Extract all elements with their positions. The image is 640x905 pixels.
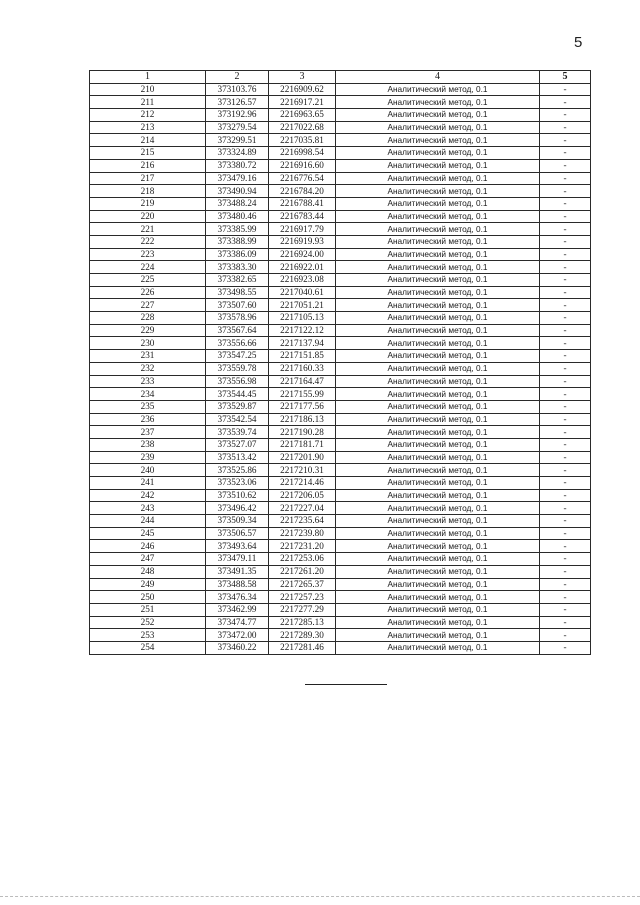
method-cell: Аналитический метод, 0.1 — [336, 248, 540, 261]
note-cell: - — [540, 134, 591, 147]
point-number-cell: 241 — [90, 477, 206, 490]
table-row — [90, 223, 591, 236]
x-coordinate-cell: 373279.54 — [206, 121, 269, 134]
y-coordinate-cell: 2216963.65 — [269, 109, 336, 122]
note-cell: - — [540, 578, 591, 591]
x-coordinate-cell: 373126.57 — [206, 96, 269, 109]
y-coordinate-cell: 2217137.94 — [269, 337, 336, 350]
point-number-cell: 232 — [90, 362, 206, 375]
point-number-cell: 244 — [90, 515, 206, 528]
table-header-row — [90, 71, 591, 84]
note-cell: - — [540, 565, 591, 578]
method-cell: Аналитический метод, 0.1 — [336, 578, 540, 591]
point-number-cell: 215 — [90, 147, 206, 160]
x-coordinate-cell: 373539.74 — [206, 426, 269, 439]
x-coordinate-cell: 373523.06 — [206, 477, 269, 490]
x-coordinate-cell: 373542.54 — [206, 413, 269, 426]
x-coordinate-cell: 373490.94 — [206, 185, 269, 198]
x-coordinate-cell: 373513.42 — [206, 451, 269, 464]
point-number-cell: 218 — [90, 185, 206, 198]
y-coordinate-cell: 2217186.13 — [269, 413, 336, 426]
table-row — [90, 464, 591, 477]
method-cell: Аналитический метод, 0.1 — [336, 591, 540, 604]
table-row — [90, 375, 591, 388]
table-row — [90, 641, 591, 654]
method-cell: Аналитический метод, 0.1 — [336, 477, 540, 490]
y-coordinate-cell: 2216924.00 — [269, 248, 336, 261]
point-number-cell: 221 — [90, 223, 206, 236]
table-row — [90, 540, 591, 553]
y-coordinate-cell: 2216788.41 — [269, 197, 336, 210]
x-coordinate-cell: 373192.96 — [206, 109, 269, 122]
x-coordinate-cell: 373556.66 — [206, 337, 269, 350]
note-cell: - — [540, 172, 591, 185]
table-row — [90, 185, 591, 198]
page-number: 5 — [574, 34, 583, 51]
table-row — [90, 274, 591, 287]
x-coordinate-cell: 373388.99 — [206, 235, 269, 248]
method-cell: Аналитический метод, 0.1 — [336, 641, 540, 654]
method-cell: Аналитический метод, 0.1 — [336, 159, 540, 172]
method-cell: Аналитический метод, 0.1 — [336, 540, 540, 553]
method-cell: Аналитический метод, 0.1 — [336, 324, 540, 337]
point-number-cell: 210 — [90, 83, 206, 96]
table-row — [90, 261, 591, 274]
y-coordinate-cell: 2216783.44 — [269, 210, 336, 223]
y-coordinate-cell: 2217277.29 — [269, 603, 336, 616]
point-number-cell: 223 — [90, 248, 206, 261]
x-coordinate-cell: 373474.77 — [206, 616, 269, 629]
point-number-cell: 234 — [90, 388, 206, 401]
method-cell: Аналитический метод, 0.1 — [336, 603, 540, 616]
y-coordinate-cell: 2217035.81 — [269, 134, 336, 147]
method-cell: Аналитический метод, 0.1 — [336, 235, 540, 248]
x-coordinate-cell: 373491.35 — [206, 565, 269, 578]
note-cell: - — [540, 477, 591, 490]
y-coordinate-cell: 2217261.20 — [269, 565, 336, 578]
point-number-cell: 253 — [90, 629, 206, 642]
table-row — [90, 426, 591, 439]
note-cell: - — [540, 540, 591, 553]
method-cell: Аналитический метод, 0.1 — [336, 350, 540, 363]
note-cell: - — [540, 350, 591, 363]
x-coordinate-cell: 373578.96 — [206, 312, 269, 325]
method-cell: Аналитический метод, 0.1 — [336, 413, 540, 426]
y-coordinate-cell: 2216923.08 — [269, 274, 336, 287]
y-coordinate-cell: 2217227.04 — [269, 502, 336, 515]
y-coordinate-cell: 2216909.62 — [269, 83, 336, 96]
point-number-cell: 254 — [90, 641, 206, 654]
note-cell: - — [540, 400, 591, 413]
table-row — [90, 362, 591, 375]
note-cell: - — [540, 210, 591, 223]
note-cell: - — [540, 261, 591, 274]
method-cell: Аналитический метод, 0.1 — [336, 109, 540, 122]
y-coordinate-cell: 2216784.20 — [269, 185, 336, 198]
note-cell: - — [540, 502, 591, 515]
header-col-2: 2 — [206, 71, 269, 84]
header-col-4: 4 — [336, 71, 540, 84]
method-cell: Аналитический метод, 0.1 — [336, 210, 540, 223]
note-cell: - — [540, 616, 591, 629]
point-number-cell: 225 — [90, 274, 206, 287]
y-coordinate-cell: 2217285.13 — [269, 616, 336, 629]
point-number-cell: 213 — [90, 121, 206, 134]
point-number-cell: 212 — [90, 109, 206, 122]
method-cell: Аналитический метод, 0.1 — [336, 223, 540, 236]
x-coordinate-cell: 373488.58 — [206, 578, 269, 591]
x-coordinate-cell: 373476.34 — [206, 591, 269, 604]
x-coordinate-cell: 373472.00 — [206, 629, 269, 642]
method-cell: Аналитический метод, 0.1 — [336, 565, 540, 578]
y-coordinate-cell: 2217214.46 — [269, 477, 336, 490]
table-row — [90, 248, 591, 261]
scan-artifact-line — [0, 896, 640, 899]
table-row — [90, 451, 591, 464]
point-number-cell: 227 — [90, 299, 206, 312]
method-cell: Аналитический метод, 0.1 — [336, 147, 540, 160]
y-coordinate-cell: 2217210.31 — [269, 464, 336, 477]
method-cell: Аналитический метод, 0.1 — [336, 464, 540, 477]
y-coordinate-cell: 2217164.47 — [269, 375, 336, 388]
y-coordinate-cell: 2217122.12 — [269, 324, 336, 337]
table-row — [90, 350, 591, 363]
y-coordinate-cell: 2217105.13 — [269, 312, 336, 325]
method-cell: Аналитический метод, 0.1 — [336, 134, 540, 147]
table-row — [90, 400, 591, 413]
method-cell: Аналитический метод, 0.1 — [336, 388, 540, 401]
method-cell: Аналитический метод, 0.1 — [336, 489, 540, 502]
table-row — [90, 109, 591, 122]
table-row — [90, 629, 591, 642]
point-number-cell: 248 — [90, 565, 206, 578]
y-coordinate-cell: 2216919.93 — [269, 235, 336, 248]
table-row — [90, 134, 591, 147]
note-cell: - — [540, 235, 591, 248]
x-coordinate-cell: 373529.87 — [206, 400, 269, 413]
note-cell: - — [540, 147, 591, 160]
method-cell: Аналитический метод, 0.1 — [336, 197, 540, 210]
point-number-cell: 216 — [90, 159, 206, 172]
table-row — [90, 324, 591, 337]
x-coordinate-cell: 373507.60 — [206, 299, 269, 312]
point-number-cell: 217 — [90, 172, 206, 185]
table-row — [90, 388, 591, 401]
table-row — [90, 312, 591, 325]
note-cell: - — [540, 375, 591, 388]
method-cell: Аналитический метод, 0.1 — [336, 121, 540, 134]
y-coordinate-cell: 2217051.21 — [269, 299, 336, 312]
point-number-cell: 233 — [90, 375, 206, 388]
x-coordinate-cell: 373506.57 — [206, 527, 269, 540]
point-number-cell: 229 — [90, 324, 206, 337]
point-number-cell: 219 — [90, 197, 206, 210]
method-cell: Аналитический метод, 0.1 — [336, 337, 540, 350]
note-cell: - — [540, 299, 591, 312]
y-coordinate-cell: 2217177.56 — [269, 400, 336, 413]
method-cell: Аналитический метод, 0.1 — [336, 527, 540, 540]
table-row — [90, 553, 591, 566]
x-coordinate-cell: 373462.99 — [206, 603, 269, 616]
point-number-cell: 242 — [90, 489, 206, 502]
table-row — [90, 197, 591, 210]
note-cell: - — [540, 274, 591, 287]
point-number-cell: 251 — [90, 603, 206, 616]
table-row — [90, 96, 591, 109]
y-coordinate-cell: 2216916.60 — [269, 159, 336, 172]
y-coordinate-cell: 2217040.61 — [269, 286, 336, 299]
note-cell: - — [540, 413, 591, 426]
method-cell: Аналитический метод, 0.1 — [336, 629, 540, 642]
y-coordinate-cell: 2217257.23 — [269, 591, 336, 604]
y-coordinate-cell: 2216917.21 — [269, 96, 336, 109]
x-coordinate-cell: 373544.45 — [206, 388, 269, 401]
note-cell: - — [540, 438, 591, 451]
x-coordinate-cell: 373496.42 — [206, 502, 269, 515]
x-coordinate-cell: 373386.09 — [206, 248, 269, 261]
table-row — [90, 413, 591, 426]
note-cell: - — [540, 337, 591, 350]
y-coordinate-cell: 2217235.64 — [269, 515, 336, 528]
table-row — [90, 527, 591, 540]
header-col-3: 3 — [269, 71, 336, 84]
method-cell: Аналитический метод, 0.1 — [336, 286, 540, 299]
point-number-cell: 224 — [90, 261, 206, 274]
note-cell: - — [540, 96, 591, 109]
y-coordinate-cell: 2216776.54 — [269, 172, 336, 185]
table-row — [90, 502, 591, 515]
end-divider-line — [305, 684, 387, 685]
point-number-cell: 220 — [90, 210, 206, 223]
x-coordinate-cell: 373383.30 — [206, 261, 269, 274]
method-cell: Аналитический метод, 0.1 — [336, 400, 540, 413]
note-cell: - — [540, 464, 591, 477]
x-coordinate-cell: 373385.99 — [206, 223, 269, 236]
coordinates-table-container — [89, 70, 590, 655]
y-coordinate-cell: 2216998.54 — [269, 147, 336, 160]
x-coordinate-cell: 373525.86 — [206, 464, 269, 477]
method-cell: Аналитический метод, 0.1 — [336, 83, 540, 96]
table-row — [90, 616, 591, 629]
x-coordinate-cell: 373509.34 — [206, 515, 269, 528]
note-cell: - — [540, 515, 591, 528]
point-number-cell: 231 — [90, 350, 206, 363]
point-number-cell: 236 — [90, 413, 206, 426]
note-cell: - — [540, 629, 591, 642]
y-coordinate-cell: 2217239.80 — [269, 527, 336, 540]
y-coordinate-cell: 2217151.85 — [269, 350, 336, 363]
x-coordinate-cell: 373493.64 — [206, 540, 269, 553]
table-row — [90, 477, 591, 490]
table-row — [90, 299, 591, 312]
table-row — [90, 578, 591, 591]
y-coordinate-cell: 2217289.30 — [269, 629, 336, 642]
table-row — [90, 172, 591, 185]
table-row — [90, 565, 591, 578]
point-number-cell: 245 — [90, 527, 206, 540]
table-row — [90, 83, 591, 96]
point-number-cell: 240 — [90, 464, 206, 477]
point-number-cell: 247 — [90, 553, 206, 566]
method-cell: Аналитический метод, 0.1 — [336, 438, 540, 451]
note-cell: - — [540, 185, 591, 198]
header-col-5: 5 — [540, 71, 591, 84]
method-cell: Аналитический метод, 0.1 — [336, 96, 540, 109]
note-cell: - — [540, 324, 591, 337]
table-row — [90, 515, 591, 528]
note-cell: - — [540, 591, 591, 604]
note-cell: - — [540, 603, 591, 616]
point-number-cell: 222 — [90, 235, 206, 248]
point-number-cell: 228 — [90, 312, 206, 325]
table-row — [90, 286, 591, 299]
x-coordinate-cell: 373380.72 — [206, 159, 269, 172]
table-row — [90, 438, 591, 451]
y-coordinate-cell: 2217155.99 — [269, 388, 336, 401]
note-cell: - — [540, 312, 591, 325]
table-row — [90, 337, 591, 350]
x-coordinate-cell: 373488.24 — [206, 197, 269, 210]
x-coordinate-cell: 373567.64 — [206, 324, 269, 337]
note-cell: - — [540, 248, 591, 261]
x-coordinate-cell: 373527.07 — [206, 438, 269, 451]
table-row — [90, 235, 591, 248]
point-number-cell: 226 — [90, 286, 206, 299]
y-coordinate-cell: 2217231.20 — [269, 540, 336, 553]
note-cell: - — [540, 121, 591, 134]
y-coordinate-cell: 2217190.28 — [269, 426, 336, 439]
note-cell: - — [540, 362, 591, 375]
method-cell: Аналитический метод, 0.1 — [336, 362, 540, 375]
method-cell: Аналитический метод, 0.1 — [336, 515, 540, 528]
y-coordinate-cell: 2217206.05 — [269, 489, 336, 502]
method-cell: Аналитический метод, 0.1 — [336, 375, 540, 388]
method-cell: Аналитический метод, 0.1 — [336, 274, 540, 287]
y-coordinate-cell: 2216917.79 — [269, 223, 336, 236]
table-row — [90, 489, 591, 502]
y-coordinate-cell: 2217253.06 — [269, 553, 336, 566]
y-coordinate-cell: 2217281.46 — [269, 641, 336, 654]
note-cell: - — [540, 197, 591, 210]
note-cell: - — [540, 286, 591, 299]
method-cell: Аналитический метод, 0.1 — [336, 451, 540, 464]
method-cell: Аналитический метод, 0.1 — [336, 553, 540, 566]
note-cell: - — [540, 109, 591, 122]
x-coordinate-cell: 373382.65 — [206, 274, 269, 287]
point-number-cell: 230 — [90, 337, 206, 350]
point-number-cell: 239 — [90, 451, 206, 464]
x-coordinate-cell: 373480.46 — [206, 210, 269, 223]
x-coordinate-cell: 373510.62 — [206, 489, 269, 502]
method-cell: Аналитический метод, 0.1 — [336, 312, 540, 325]
x-coordinate-cell: 373103.76 — [206, 83, 269, 96]
point-number-cell: 211 — [90, 96, 206, 109]
y-coordinate-cell: 2217181.71 — [269, 438, 336, 451]
x-coordinate-cell: 373479.16 — [206, 172, 269, 185]
point-number-cell: 237 — [90, 426, 206, 439]
note-cell: - — [540, 451, 591, 464]
table-row — [90, 591, 591, 604]
header-col-1: 1 — [90, 71, 206, 84]
method-cell: Аналитический метод, 0.1 — [336, 502, 540, 515]
point-number-cell: 252 — [90, 616, 206, 629]
point-number-cell: 214 — [90, 134, 206, 147]
point-number-cell: 249 — [90, 578, 206, 591]
x-coordinate-cell: 373299.51 — [206, 134, 269, 147]
method-cell: Аналитический метод, 0.1 — [336, 261, 540, 274]
table-row — [90, 147, 591, 160]
point-number-cell: 243 — [90, 502, 206, 515]
y-coordinate-cell: 2217022.68 — [269, 121, 336, 134]
table-row — [90, 121, 591, 134]
x-coordinate-cell: 373498.55 — [206, 286, 269, 299]
point-number-cell: 246 — [90, 540, 206, 553]
note-cell: - — [540, 83, 591, 96]
table-body — [90, 83, 591, 654]
note-cell: - — [540, 426, 591, 439]
point-number-cell: 250 — [90, 591, 206, 604]
y-coordinate-cell: 2216922.01 — [269, 261, 336, 274]
note-cell: - — [540, 388, 591, 401]
y-coordinate-cell: 2217201.90 — [269, 451, 336, 464]
x-coordinate-cell: 373460.22 — [206, 641, 269, 654]
x-coordinate-cell: 373547.25 — [206, 350, 269, 363]
method-cell: Аналитический метод, 0.1 — [336, 172, 540, 185]
point-number-cell: 238 — [90, 438, 206, 451]
method-cell: Аналитический метод, 0.1 — [336, 616, 540, 629]
x-coordinate-cell: 373324.89 — [206, 147, 269, 160]
note-cell: - — [540, 223, 591, 236]
table-row — [90, 210, 591, 223]
y-coordinate-cell: 2217265.37 — [269, 578, 336, 591]
point-number-cell: 235 — [90, 400, 206, 413]
method-cell: Аналитический метод, 0.1 — [336, 185, 540, 198]
note-cell: - — [540, 489, 591, 502]
note-cell: - — [540, 641, 591, 654]
note-cell: - — [540, 553, 591, 566]
method-cell: Аналитический метод, 0.1 — [336, 426, 540, 439]
x-coordinate-cell: 373559.78 — [206, 362, 269, 375]
method-cell: Аналитический метод, 0.1 — [336, 299, 540, 312]
coordinates-table — [89, 70, 591, 655]
x-coordinate-cell: 373556.98 — [206, 375, 269, 388]
x-coordinate-cell: 373479.11 — [206, 553, 269, 566]
table-row — [90, 159, 591, 172]
note-cell: - — [540, 159, 591, 172]
y-coordinate-cell: 2217160.33 — [269, 362, 336, 375]
note-cell: - — [540, 527, 591, 540]
table-row — [90, 603, 591, 616]
